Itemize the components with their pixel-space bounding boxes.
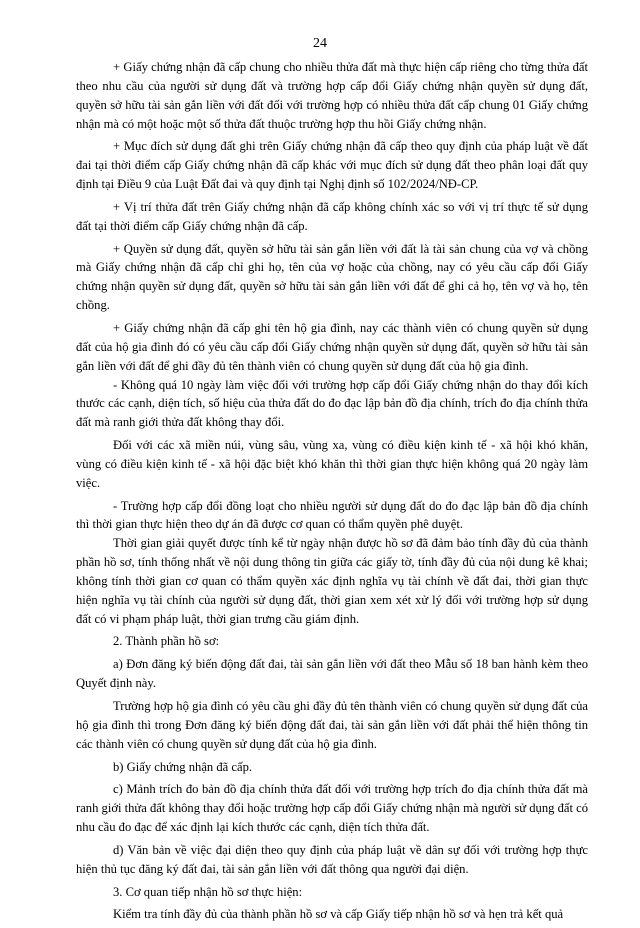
paragraph: Đối với các xã miền núi, vùng sâu, vùng xa, vùng có điều kiện kinh tế - xã hội khó khăn, vùng có điều kiện kinh tế - xã hội đặc biệt khó khăn thì thời gian thực hiện không quá 20 ngày làm việc.	[76, 438, 588, 490]
section-heading: 3. Cơ quan tiếp nhận hồ sơ thực hiện:	[113, 884, 303, 899]
paragraph: b) Giấy chứng nhận đã cấp.	[113, 759, 253, 774]
document-body	[76, 58, 588, 928]
paragraph: Thời gian giải quyết được tính kể từ ngày nhận được hồ sơ đã đảm bảo tính đầy đủ của thành phần hồ sơ, tính thống nhất về nội dung thông tin giữa các giấy tờ, tính đầy đủ của nội dung kê khai; không tính thời gian cơ quan có thẩm quyền xác định nghĩa vụ tài chính về đất đai, thời gian thực hiện nghĩa vụ tài chính của người sử dụng đất, thời gian xem xét xử lý đối với trường hợp sử dụng đất có vi phạm pháp luật, thời gian trưng cầu giám định.	[76, 536, 588, 626]
paragraph: + Quyền sử dụng đất, quyền sở hữu tài sản gắn liền với đất là tài sản chung của vợ và chồng mà Giấy chứng nhận đã cấp chỉ ghi họ, tên của vợ hoặc của chồng, nay có yêu cầu cấp đổi Giấy chứng nhận quyền sử dụng đất, quyền sở hữu tài sản gắn liền với đất để ghi cả họ, tên vợ và họ, tên chồng.	[76, 241, 588, 313]
paragraph: + Giấy chứng nhận đã cấp ghi tên hộ gia đình, nay các thành viên có chung quyền sử dụng đất của hộ gia đình đó có yêu cầu cấp đổi Giấy chứng nhận quyền sử dụng đất, quyền sở hữu tài sản gắn liền với đất để ghi đầy đủ tên thành viên có chung quyền sử dụng đất của hộ gia đình.	[76, 320, 588, 373]
paragraph: Kiểm tra tính đầy đủ của thành phần hồ sơ và cấp Giấy tiếp nhận hồ sơ và hẹn trả kết quả	[113, 907, 564, 922]
page-number: 24	[313, 36, 327, 51]
section-heading: 2. Thành phần hồ sơ:	[113, 634, 220, 649]
paragraph: - Trường hợp cấp đổi đồng loạt cho nhiều người sử dụng đất do đo đạc lập bản đồ địa chính thì thời gian thực hiện theo dự án đã được cơ quan có thẩm quyền phê duyệt.	[76, 498, 588, 532]
paragraph: d) Văn bản về việc đại diện theo quy định của pháp luật về dân sự đối với trường hợp thực hiện thủ tục đăng ký đất đai, tài sản gắn liền với đất thông qua người đại diện.	[76, 842, 588, 876]
paragraph: Trường hợp hộ gia đình có yêu cầu ghi đầy đủ tên thành viên có chung quyền sử dụng đất của hộ gia đình thì trong Đơn đăng ký biến động đất đai, tài sản gắn liền với đất phải thể hiện thông tin các thành viên có chung quyền sử dụng đất của hộ gia đình.	[76, 699, 588, 751]
paragraph: + Giấy chứng nhận đã cấp chung cho nhiều thửa đất mà thực hiện cấp riêng cho từng thửa đất theo nhu cầu của người sử dụng đất và trường hợp cấp đổi Giấy chứng nhận quyền sử dụng đất, quyền sở hữu tài sản gắn liền với đất đối với trường hợp có nhiều thửa đất cấp chung 01 Giấy chứng nhận mà có một hoặc một số thửa đất thuộc trường hợp thu hồi Giấy chứng nhận.	[76, 60, 588, 131]
paragraph: + Mục đích sử dụng đất ghi trên Giấy chứng nhận đã cấp theo quy định của pháp luật về đất đai tại thời điểm cấp Giấy chứng nhận đã cấp khác với mục đích sử dụng đất theo phân loại đất quy định tại Điều 9 của Luật Đất đai và quy định tại Nghị định số 102/2024/NĐ-CP.	[76, 139, 588, 192]
paragraph: a) Đơn đăng ký biến động đất đai, tài sản gắn liền với đất theo Mẫu số 18 ban hành kèm theo Quyết định này.	[76, 657, 588, 691]
paragraph: + Vị trí thửa đất trên Giấy chứng nhận đã cấp không chính xác so với vị trí thực tế sử dụng đất tại thời điểm cấp Giấy chứng nhận đã cấp.	[76, 199, 588, 233]
paragraph: - Không quá 10 ngày làm việc đối với trường hợp cấp đổi Giấy chứng nhận do thay đổi kích thước các cạnh, diện tích, số hiệu của thửa đất do đo đạc lập bản đồ địa chính, trích đo địa chính thửa đất mà ranh giới thửa đất không thay đổi.	[76, 377, 588, 430]
paragraph: c) Mảnh trích đo bản đồ địa chính thửa đất đối với trường hợp trích đo địa chính thửa đất mà ranh giới thửa đất không thay đổi hoặc trường hợp cấp đổi Giấy chứng nhận mà người sử dụng đất có nhu cầu đo đạc để xác định lại kích thước các cạnh, diện tích thửa đất.	[76, 782, 588, 835]
